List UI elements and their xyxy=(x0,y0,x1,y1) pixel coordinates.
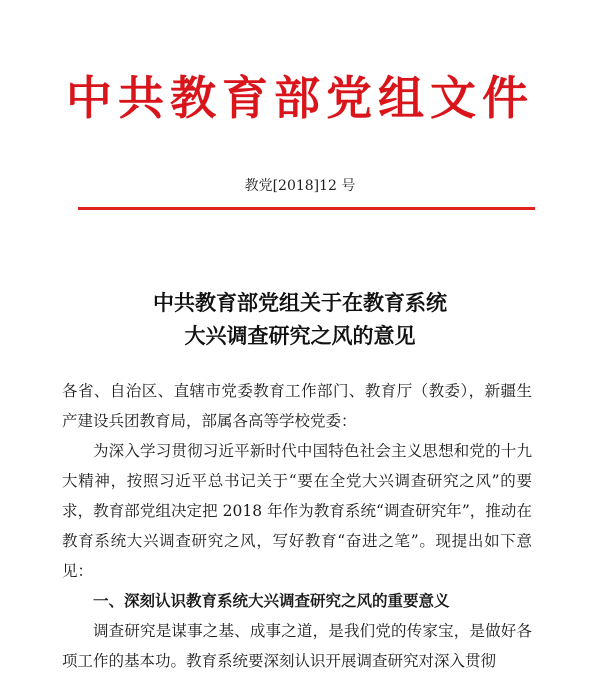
section-1-paragraph: 调查研究是谋事之基、成事之道，是我们党的传家宝，是做好各项工作的基本功。教育系统要深刻认识开展调查研究对深入贯彻 xyxy=(62,622,532,670)
document-body xyxy=(62,376,532,676)
intro-paragraph: 为深入学习贯彻习近平新时代中国特色社会主义思想和党的十九大精神，按照习近平总书记关于“要在全党大兴调查研究之风”的要求，教育部党组决定把 2018 年作为教育系统“调查研究年”，推动在教育系统大兴调查研究之风，写好教育“奋进之笔”。现提出如下意见： xyxy=(62,442,532,580)
salutation: 各省、自治区、直辖市党委教育工作部门、教育厅（教委），新疆生产建设兵团教育局，部属各高等学校党委： xyxy=(62,382,532,430)
document-title-line-1: 中共教育部党组关于在教育系统 xyxy=(153,290,447,315)
section-heading-1: 一、深刻认识教育系统大兴调查研究之风的重要意义 xyxy=(93,591,450,610)
red-divider-rule xyxy=(78,207,535,210)
document-number: 教党[2018]12 号 xyxy=(244,178,356,194)
red-header-title: 中共教育部党组文件 xyxy=(66,71,534,125)
document-title-line-2: 大兴调查研究之风的意见 xyxy=(184,323,416,348)
document-title xyxy=(0,286,600,352)
